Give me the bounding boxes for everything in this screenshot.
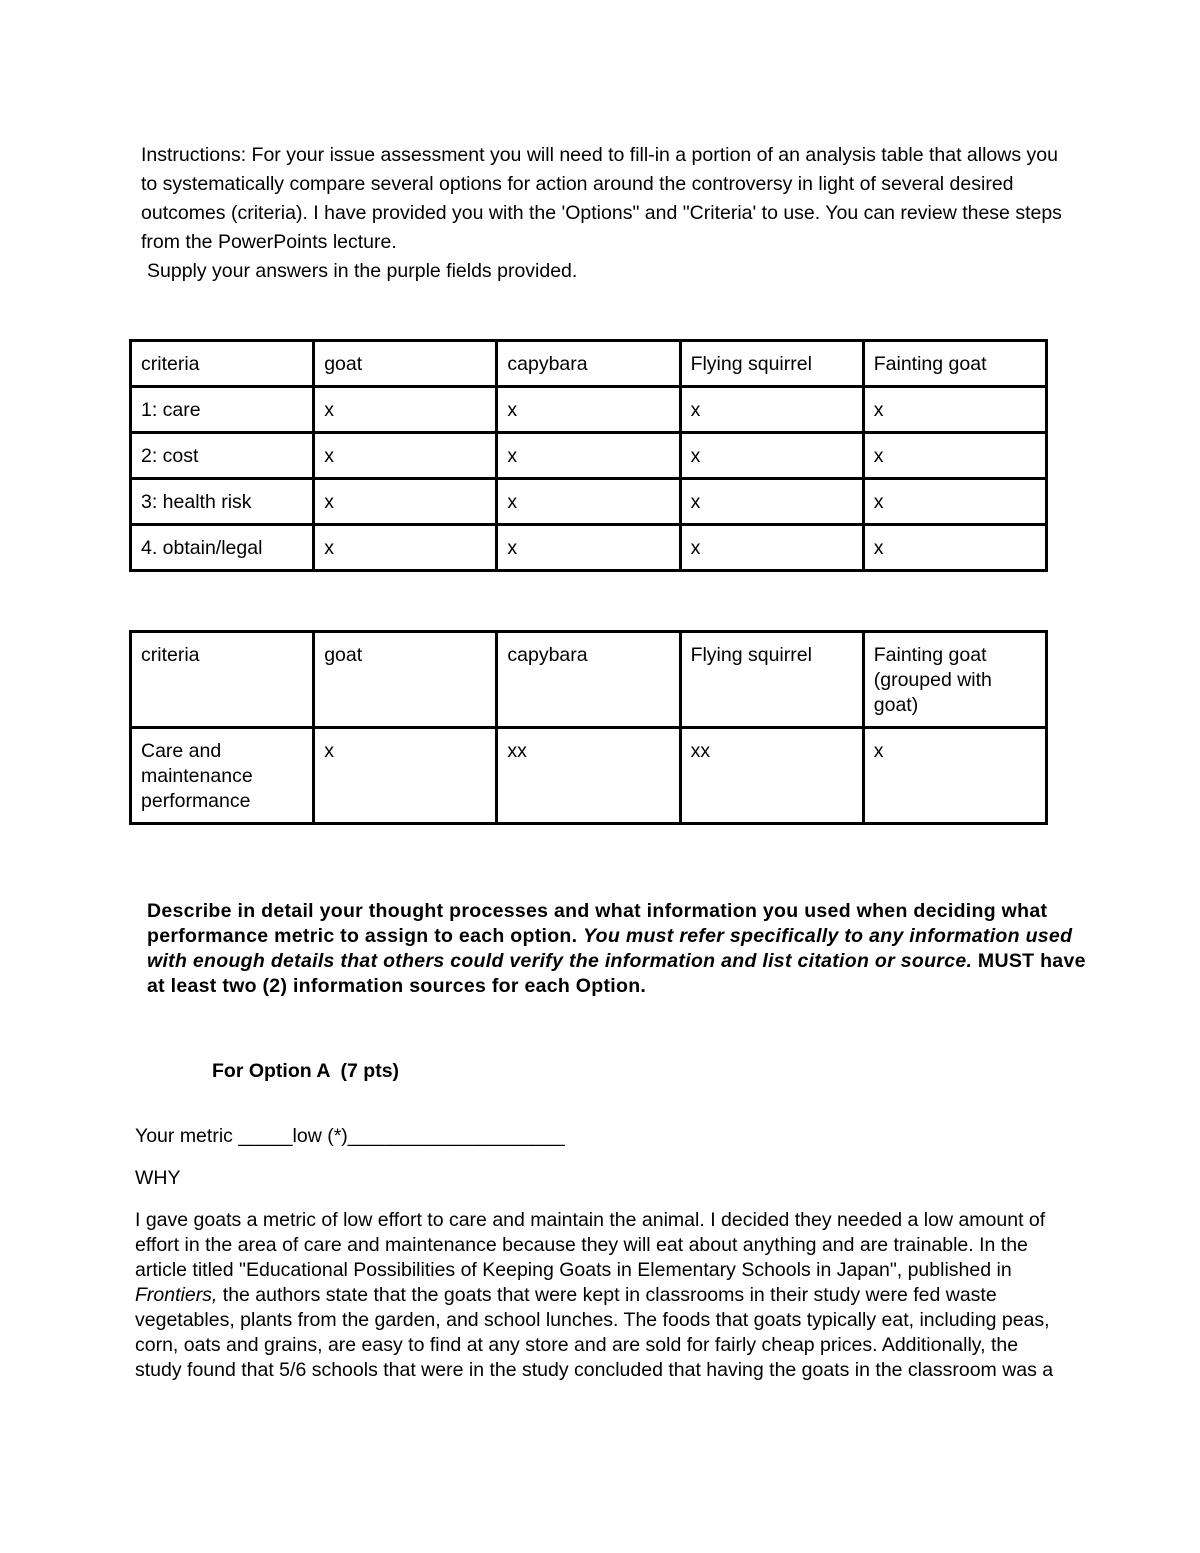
table-cell: x (497, 525, 680, 571)
header-cell: capybara (497, 632, 680, 728)
table-cell: x (680, 479, 863, 525)
table-row (131, 387, 1047, 433)
table-cell: x (863, 387, 1046, 433)
header-cell: criteria (131, 632, 314, 728)
table-cell: x (863, 525, 1046, 571)
header-cell: criteria (131, 341, 314, 387)
table-cell: x (314, 525, 497, 571)
table-row (131, 479, 1047, 525)
criteria-cell: Care and maintenance performance (131, 728, 314, 824)
why-text-part1: I gave goats a metric of low effort to care and maintain the animal. I decided they needed a low amount of effort in the area of care and maintenance because they will eat about anything and are trainable. In the article titled "Educational Possibilities of Keeping Goats in Elementary Schools in Japan", published in (135, 1209, 1046, 1281)
header-cell: Fainting goat (grouped with goat) (863, 632, 1046, 728)
why-journal: Frontiers, (135, 1284, 218, 1306)
table-cell: xx (497, 728, 680, 824)
describe-paragraph (141, 899, 1101, 999)
table-cell: x (863, 728, 1046, 824)
describe-instructions (141, 899, 1101, 999)
analysis-table-criteria (129, 339, 1048, 572)
header-cell: Fainting goat (863, 341, 1046, 387)
table-cell: x (497, 433, 680, 479)
criteria-cell: 3: health risk (131, 479, 314, 525)
table-cell: x (863, 479, 1046, 525)
analysis-table-performance (129, 630, 1048, 825)
table-row (131, 433, 1047, 479)
option-a-heading: For Option A (7 pts) (212, 1060, 400, 1082)
instructions-block (141, 141, 1071, 286)
criteria-cell: 1: care (131, 387, 314, 433)
instructions-paragraph: Instructions: For your issue assessment you will need to fill-in a portion of an analysis table that allows you to systematically compare several options for action around the controversy in light of several desired outcomes (criteria). I have provided you with the 'Options" and "Criteria' to use. You can review these steps from the PowerPoints lecture. (141, 144, 1062, 253)
metric-line: Your metric _____low (*)____________________ (135, 1125, 565, 1147)
header-cell: Flying squirrel (680, 632, 863, 728)
header-cell: capybara (497, 341, 680, 387)
table-cell: x (680, 525, 863, 571)
header-cell: Flying squirrel (680, 341, 863, 387)
table-cell: x (314, 479, 497, 525)
criteria-cell: 2: cost (131, 433, 314, 479)
describe-lead: Describe in detail your thought processes and what information you used when deciding what performance metric to assign to each option. (147, 900, 1048, 947)
table-header-row (131, 341, 1047, 387)
table-cell: x (314, 728, 497, 824)
table-cell: x (863, 433, 1046, 479)
table-cell: x (497, 387, 680, 433)
supply-note: Supply your answers in the purple fields provided. (147, 260, 578, 282)
why-text-part2: the authors state that the goats that were kept in classrooms in their study were fed waste vegetables, plants from the garden, and school lunches. The foods that goats typically eat, including peas, corn, oats and grains, are easy to find at any store and are sold for fairly cheap prices. Additionally, the study found that 5/6 schools that were in the study concluded that having the goats in the classroom was a (135, 1284, 1054, 1381)
table-row (131, 728, 1047, 824)
table-cell: x (680, 387, 863, 433)
table-cell: x (314, 387, 497, 433)
table-cell: xx (680, 728, 863, 824)
criteria-cell: 4. obtain/legal (131, 525, 314, 571)
describe-italic: You must refer specifically to any information used with enough details that others could verify the information and list citation or source. (147, 925, 1073, 972)
table-header-row (131, 632, 1047, 728)
table-row (131, 525, 1047, 571)
why-paragraph (135, 1208, 1060, 1383)
header-cell: goat (314, 632, 497, 728)
table-cell: x (314, 433, 497, 479)
table-cell: x (497, 479, 680, 525)
header-cell: goat (314, 341, 497, 387)
describe-tail: MUST have at least two (2) information sources for each Option. (147, 950, 1086, 997)
why-label: WHY (135, 1167, 181, 1189)
table-cell: x (680, 433, 863, 479)
